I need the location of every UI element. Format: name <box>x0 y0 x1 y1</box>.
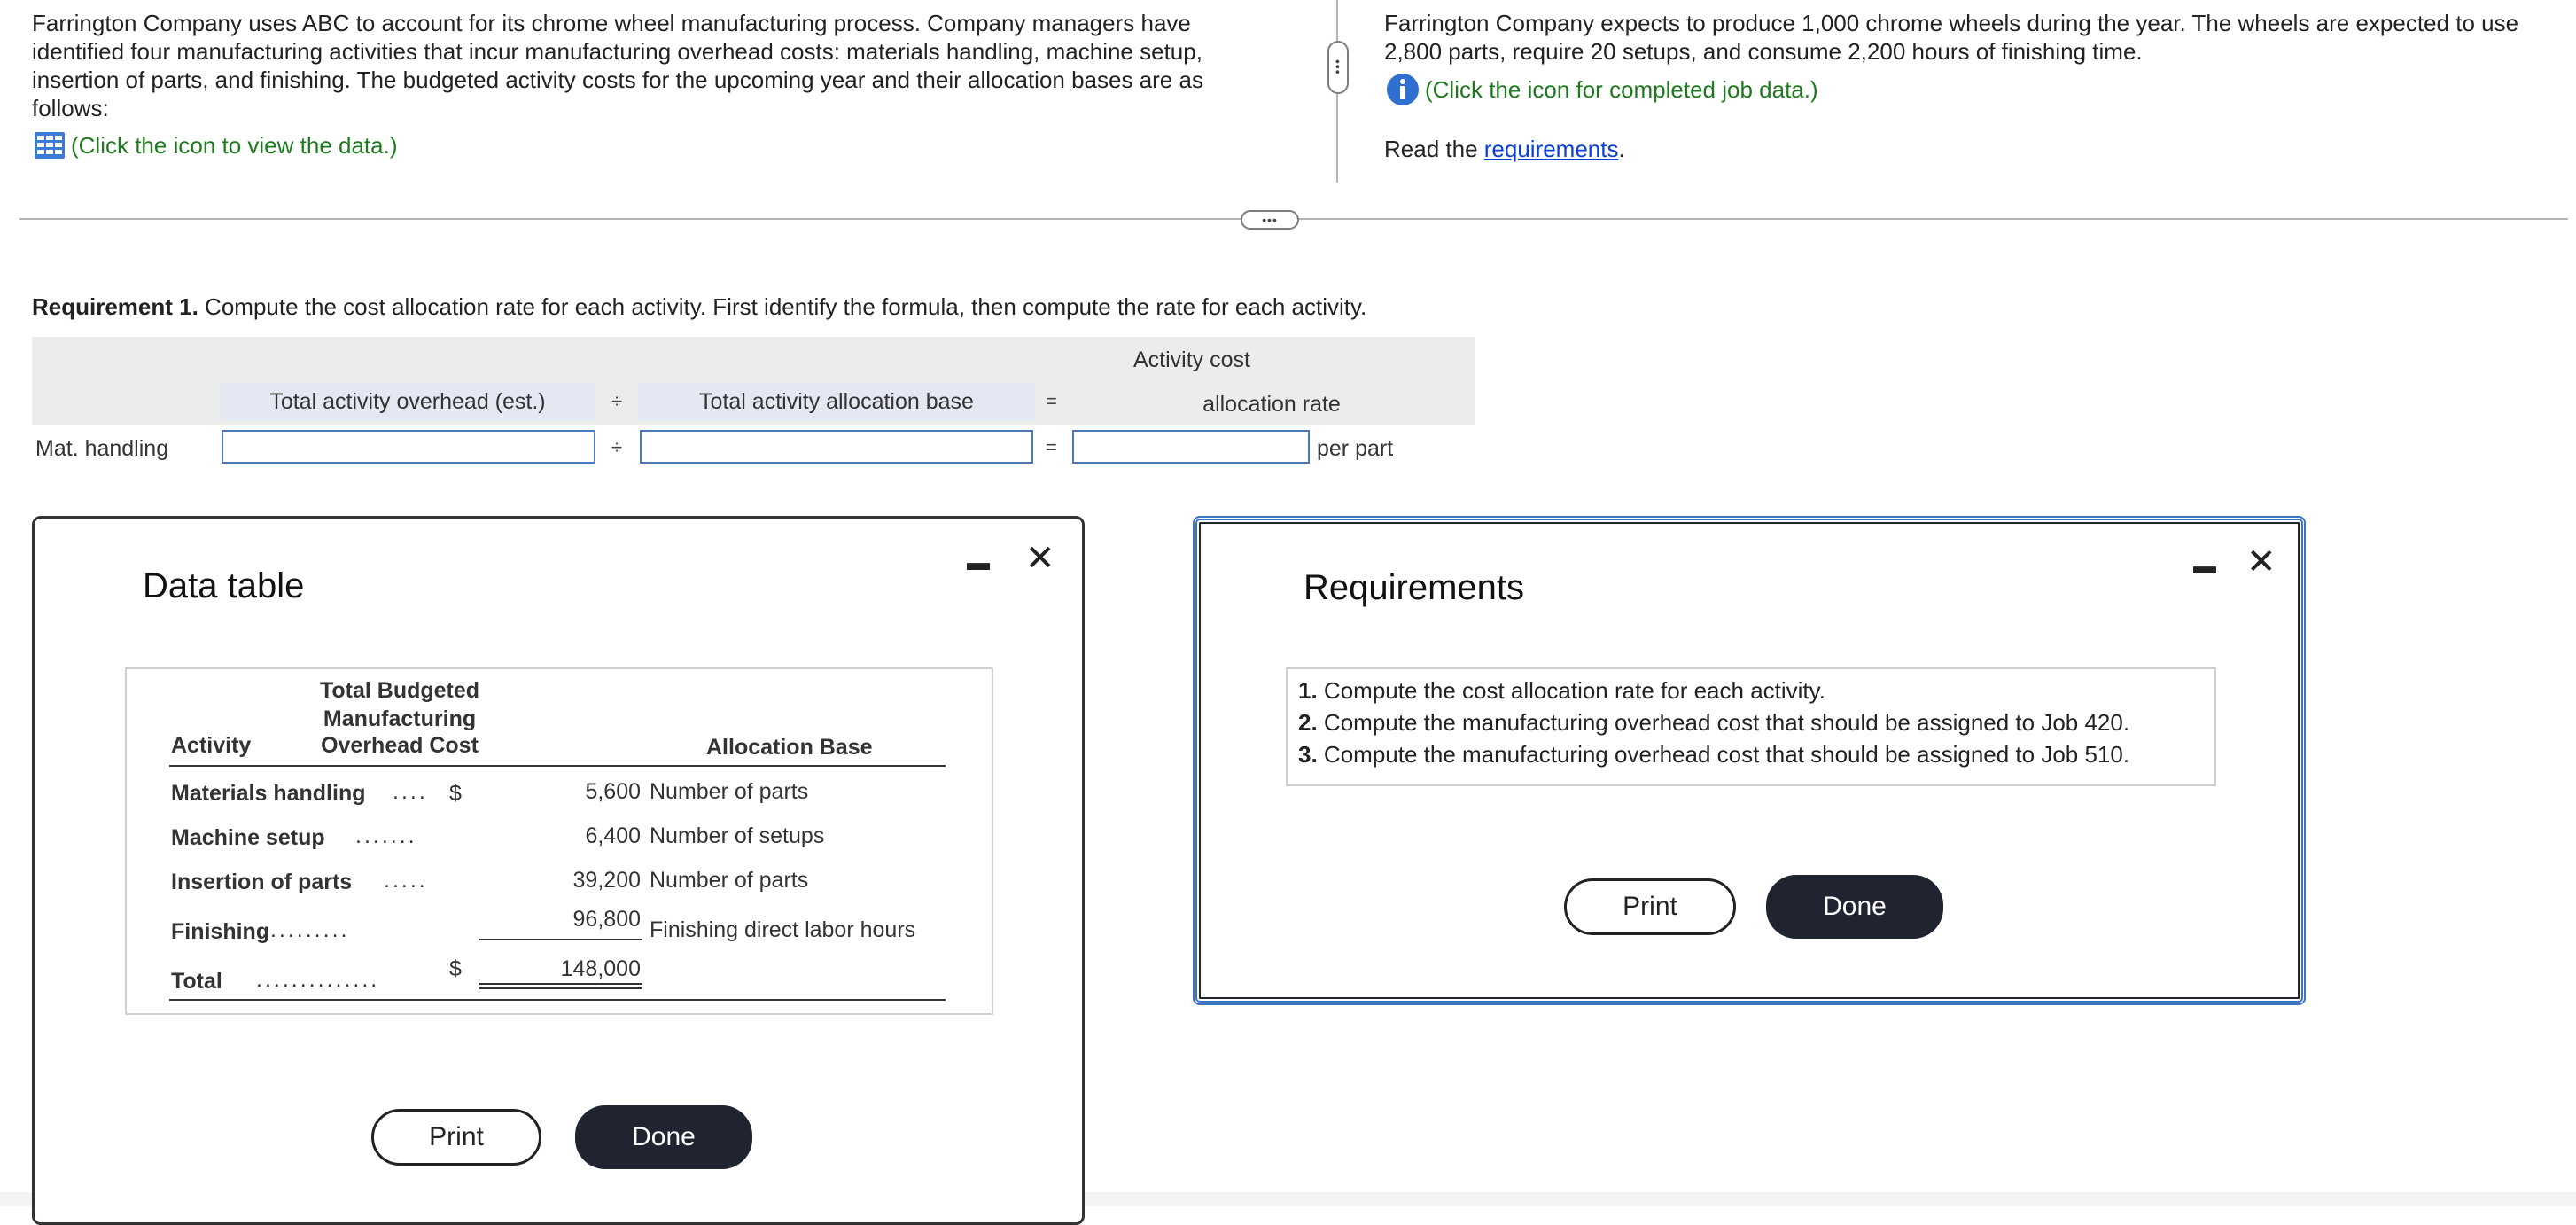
subtotal-line <box>479 939 642 940</box>
header-cost-line1: Total Budgeted <box>319 678 480 703</box>
row-base: Number of parts <box>650 779 809 804</box>
header-cost-line2: Manufacturing <box>323 706 477 731</box>
rate-header-line1: Activity cost <box>1133 347 1250 372</box>
allocation-base-input[interactable] <box>640 430 1033 464</box>
requirement-text: Compute the manufacturing overhead cost that should be assigned to Job 420. <box>1323 709 2130 736</box>
splitter-dots-h: ••• <box>1262 213 1278 227</box>
requirements-list <box>1286 667 2216 786</box>
row-leader: ....... <box>355 823 417 848</box>
row-leader: .......... <box>261 917 350 942</box>
requirements-print-button[interactable]: Print <box>1564 878 1736 935</box>
row-cost: 39,200 <box>572 868 641 893</box>
requirement-num: 2. <box>1298 709 1318 736</box>
close-icon[interactable]: ✕ <box>2246 542 2276 581</box>
requirement-item <box>1298 675 2204 706</box>
divide-sign-row: ÷ <box>611 436 623 458</box>
header-allocation-base: Allocation Base <box>706 735 873 760</box>
row-activity: Finishing <box>171 919 270 944</box>
total-cost: 148,000 <box>560 956 641 981</box>
allocation-rate-input[interactable] <box>1072 430 1310 464</box>
rate-header-line2: allocation rate <box>1202 392 1341 417</box>
row-activity: Materials handling <box>171 781 366 806</box>
requirement-text: Compute the manufacturing overhead cost that should be assigned to Job 510. <box>1323 741 2130 768</box>
header-cost-line3: Overhead Cost <box>321 733 479 758</box>
read-prefix: Read the <box>1384 136 1484 162</box>
data-table-modal <box>32 516 1085 1225</box>
table-bottom-rule <box>169 999 946 1001</box>
requirement-1-heading <box>32 293 1366 321</box>
splitter-dots: ••• <box>1331 59 1345 75</box>
row-dollar: $ <box>449 781 462 806</box>
row-base: Finishing direct labor hours <box>650 917 916 942</box>
row-label-mat-handling: Mat. handling <box>35 436 169 461</box>
header-activity: Activity <box>171 733 252 758</box>
requirements-title: Requirements <box>1304 568 1525 607</box>
equals-sign-row: = <box>1046 436 1057 458</box>
header-underline <box>169 765 946 767</box>
total-dollar: $ <box>449 956 462 981</box>
requirement-num: 3. <box>1298 741 1318 768</box>
data-done-button[interactable]: Done <box>575 1105 752 1169</box>
total-double-rule-bottom <box>479 987 642 989</box>
minimize-icon[interactable]: ▬ <box>967 549 990 575</box>
read-suffix: . <box>1618 136 1625 162</box>
requirement-num: 1. <box>1298 677 1318 704</box>
row-cost: 5,600 <box>585 779 641 804</box>
total-double-rule-top <box>479 983 642 985</box>
requirement-text: Compute the cost allocation rate for each activity. <box>1323 677 1825 704</box>
row-activity: Insertion of parts <box>171 870 353 894</box>
intro-right-paragraph: Farrington Company expects to produce 1,000 chrome wheels during the year. The wheels are expected to use 2,800 parts, require 20 setups, and consume 2,200 hours of finishing time. <box>1384 10 2519 65</box>
row-base: Number of setups <box>650 823 825 848</box>
total-label: Total <box>171 969 222 994</box>
requirement-item <box>1298 706 2204 738</box>
overhead-column-header: Total activity overhead (est.) <box>220 383 595 420</box>
minimize-icon[interactable]: ▬ <box>2193 552 2216 579</box>
total-leader: .............. <box>256 967 380 992</box>
unit-per-part: per part <box>1317 436 1394 461</box>
data-table-title: Data table <box>143 566 305 605</box>
row-activity: Machine setup <box>171 825 325 850</box>
info-icon[interactable] <box>1386 73 1420 106</box>
overhead-input[interactable] <box>222 430 595 464</box>
requirement-1-label: Requirement 1. <box>32 293 198 320</box>
data-table-link-text[interactable]: (Click the icon to view the data.) <box>71 132 398 159</box>
requirement-1-text: Compute the cost allocation rate for each activity. First identify the formula, then compute the rate for each activity. <box>198 293 1367 320</box>
row-cost: 96,800 <box>572 907 641 932</box>
row-cost: 6,400 <box>585 823 641 848</box>
row-base: Number of parts <box>650 868 809 893</box>
data-print-button[interactable]: Print <box>371 1109 541 1166</box>
requirements-modal <box>1193 516 2306 1005</box>
close-icon[interactable]: ✕ <box>1025 539 1055 578</box>
base-column-header: Total activity allocation base <box>638 383 1035 420</box>
intro-left-paragraph: Farrington Company uses ABC to account for its chrome wheel manufacturing process. Company managers have identified four manufacturing activities that incur manufacturing overhead costs: materials handling, machine setup, insertion of parts, and finishing. The budgeted activity costs for the upcoming year and their allocation bases are as follows: <box>32 10 1203 121</box>
requirement-item <box>1298 738 2204 770</box>
divide-sign-header: ÷ <box>611 390 623 412</box>
equals-sign-header: = <box>1046 390 1057 412</box>
horizontal-splitter-handle[interactable] <box>1241 210 1299 230</box>
row-leader: .... <box>393 779 428 804</box>
read-requirements-line <box>1384 135 1625 163</box>
vertical-splitter-handle[interactable] <box>1327 41 1349 94</box>
row-leader: ..... <box>384 868 428 893</box>
table-grid-icon[interactable] <box>34 131 66 160</box>
requirements-done-button[interactable]: Done <box>1766 875 1943 939</box>
data-table-link[interactable] <box>34 131 398 160</box>
data-table-frame <box>125 667 993 1015</box>
job-data-link-text[interactable]: (Click the icon for completed job data.) <box>1425 76 1818 103</box>
job-data-link[interactable] <box>1386 73 1818 106</box>
requirements-link[interactable]: requirements <box>1483 136 1619 162</box>
